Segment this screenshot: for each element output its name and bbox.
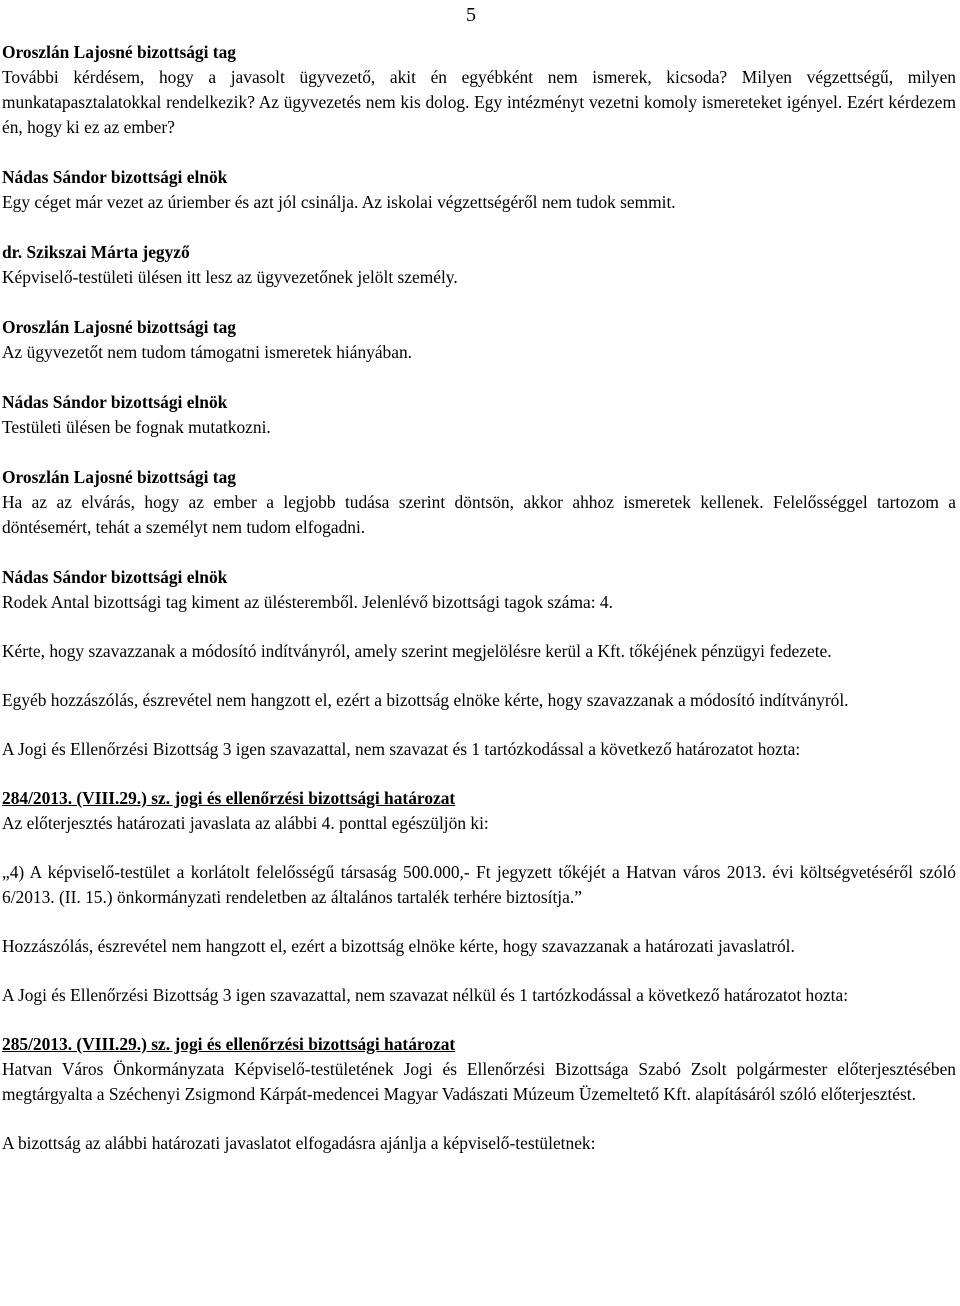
paragraph-vote-result-2: A Jogi és Ellenőrzési Bizottság 3 igen szavazattal, nem szavazat nélkül és 1 tartózkodással a következő határozatot hozta: xyxy=(2,985,849,1005)
speech-text: Rodek Antal bizottsági tag kiment az ülésteremből. Jelenlévő bizottsági tagok száma: 4. xyxy=(2,592,613,612)
speaker-name: Nádas Sándor bizottsági elnök xyxy=(2,567,228,587)
page-number: 5 xyxy=(466,4,476,26)
paragraph-no-comments: Egyéb hozzászólás, észrevétel nem hangzott el, ezért a bizottság elnöke kérte, hogy szavazzanak a módosító indítványról. xyxy=(2,690,849,710)
speech-text: Testületi ülésen be fognak mutatkozni. xyxy=(2,417,271,437)
resolution-title: 285/2013. (VIII.29.) sz. jogi és ellenőrzési bizottsági határozat xyxy=(2,1034,456,1054)
speaker-name: dr. Szikszai Márta jegyző xyxy=(2,242,190,262)
speaker-name: Oroszlán Lajosné bizottsági tag xyxy=(2,42,236,62)
speaker-name: Nádas Sándor bizottsági elnök xyxy=(2,392,228,412)
speech-text: Az ügyvezetőt nem tudom támogatni ismeretek hiányában. xyxy=(2,342,413,362)
resolution-text: Hatvan Város Önkormányzata Képviselő-testületének Jogi és Ellenőrzési Bizottsága Szabó Zsolt polgármester előterjesztésében megtárgyalta a Széchenyi Zsigmond Kárpát-medencei Magyar Vadászati Múzeum Üzemeltető Kft. alapításáról szóló előterjesztést. xyxy=(2,1059,956,1104)
speech-text: Ha az az elvárás, hogy az ember a legjobb tudása szerint döntsön, akkor ahhoz ismeretek kellenek. Felelősséggel tartozom a döntésemért, tehát a személyt nem tudom elfogadni. xyxy=(2,492,956,537)
speech-text: Egy céget már vezet az úriember és azt jól csinálja. Az iskolai végzettségéről nem tudok semmit. xyxy=(2,192,676,212)
resolution-text: Az előterjesztés határozati javaslata az alábbi 4. ponttal egészüljön ki: xyxy=(2,813,489,833)
speech-text: Képviselő-testületi ülésen itt lesz az ügyvezetőnek jelölt személy. xyxy=(2,267,458,287)
paragraph-recommendation: A bizottság az alábbi határozati javaslatot elfogadásra ajánlja a képviselő-testületnek: xyxy=(2,1133,596,1153)
paragraph-motion-request: Kérte, hogy szavazzanak a módosító indítványról, amely szerint megjelölésre kerül a Kft. tőkéjének pénzügyi fedezete. xyxy=(2,641,832,661)
resolution-quote: „4) A képviselő-testület a korlátolt felelősségű társaság 500.000,- Ft jegyzett tőkéjét a Hatvan város 2013. évi költségvetéséről szóló 6/2013. (II. 15.) önkormányzati rendeletben az általános tartalék terhére biztosítja.” xyxy=(2,862,956,907)
speaker-name: Oroszlán Lajosné bizottsági tag xyxy=(2,467,236,487)
speaker-name: Nádas Sándor bizottsági elnök xyxy=(2,167,228,187)
document-body xyxy=(2,40,956,1156)
paragraph-vote-result: A Jogi és Ellenőrzési Bizottság 3 igen szavazattal, nem szavazat és 1 tartózkodással a következő határozatot hozta: xyxy=(2,739,801,759)
resolution-title: 284/2013. (VIII.29.) sz. jogi és ellenőrzési bizottsági határozat xyxy=(2,788,456,808)
speech-text: További kérdésem, hogy a javasolt ügyvezető, akit én egyébként nem ismerek, kicsoda? Milyen végzettségű, milyen munkatapasztalatokkal rendelkezik? Az ügyvezetés nem kis dolog. Egy intézményt vezetni komoly ismereteket igényel. Ezért kérdezem én, hogy ki ez az ember? xyxy=(2,67,956,137)
speaker-name: Oroszlán Lajosné bizottsági tag xyxy=(2,317,236,337)
paragraph-no-comments-2: Hozzászólás, észrevétel nem hangzott el, ezért a bizottság elnöke kérte, hogy szavazzanak a határozati javaslatról. xyxy=(2,936,795,956)
